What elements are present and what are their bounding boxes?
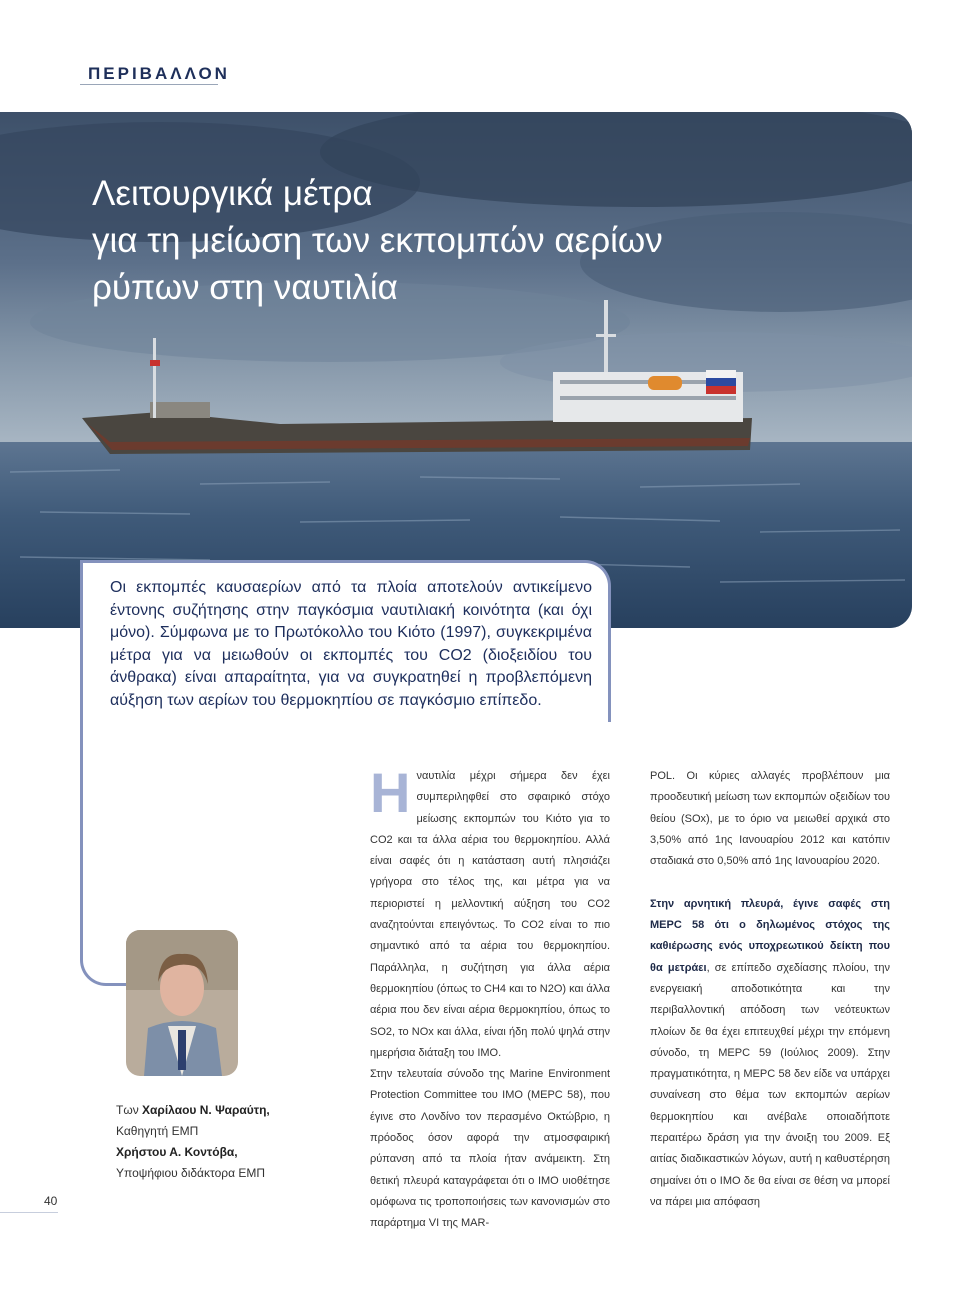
body-paragraph-4 [650, 894, 890, 1213]
left-curve [80, 930, 130, 986]
author-2-name: Χρήστου Α. Κοντόβα, [116, 1145, 238, 1159]
author-2-role: Υποψήφιου διδάκτορα ΕΜΠ [116, 1166, 266, 1180]
drop-cap: Η [370, 761, 411, 824]
footer-rule [0, 1212, 58, 1213]
article-title [92, 170, 663, 311]
body-paragraph-2: Στην τελευταία σύνοδο της Marine Environment Protection Committee του ΙΜΟ (MEPC 58), που έγινε στο Λονδίνο τον περασμένο Οκτώβριο, η πρόοδος όσον αφορά την ατμοσφαιρική ρύπανση από τα πλοία ήταν ανάμεικτη. Στη θετική πλευρά καταγράφεται ότι ο ΙΜΟ υιοθέτησε ομόφωνα τις τροποποιήσεις των κανονισμών στο παράρτημα VI της MAR- [370, 1068, 610, 1230]
title-line-2: για τη μείωση των εκπομπών αερίων [92, 221, 663, 260]
left-rule [80, 720, 83, 953]
body-column-1 [370, 761, 610, 1235]
body-column-2 [650, 766, 890, 1213]
lead-paragraph: Οι εκπομπές καυσαερίων από τα πλοία αποτελούν αντικείμενο έντονης συζήτησης στην παγκόσμια ναυτιλιακή κοινότητα (και όχι μόνο). Σύμφωνα με το Πρωτόκολλο του Κιότο (1997), συγκεκριμένα μέτρα για να μειωθούν οι εκπομπές του CO2 (διοξειδίου του άνθρακα) είναι απαραίτητα, για να συγκρατηθεί η προβλεπόμενη αύξηση των αερίων του θερμοκηπίου σε παγκόσμιο επίπεδο. [110, 579, 592, 709]
author-1-name: Χαρίλαου Ν. Ψαραύτη, [142, 1103, 270, 1117]
title-line-1: Λειτουργικά μέτρα [92, 174, 373, 213]
author-line-1 [116, 1100, 270, 1121]
page-number: 40 [44, 1194, 58, 1208]
author-1-role: Καθηγητή ΕΜΠ [116, 1124, 199, 1138]
highlight-text: Στην αρνητική πλευρά, έγινε σαφές στη MEPC 58 ότι ο δηλωμένος στόχος της καθιέρωσης ενός υποχρεωτικού δείκτη που θα μετράει [650, 897, 890, 974]
title-line-3: ρύπων στη ναυτιλία [92, 268, 398, 307]
section-label: ΠΕΡΙΒΑΛΛΟΝ [88, 64, 230, 83]
body-paragraph-4-rest: , σε επίπεδο σχεδίασης πλοίου, την ενεργειακή αποδοτικότητα και την περιβαλλοντική απόδοση των νεότευκτων πλοίων δε θα έχει επιτευχθεί μέχρι την επόμενη σύνοδο, τη MEPC 59 (Ιούλιος 2009). Στην πραγματικότητα, η MEPC 58 δεν είδε να υπάρχει συναίνεση στο θέμα των εκπομπών αερίων θερμοκηπίου και ανέβαλε οποιαδήποτε περαιτέρω δράση για την άνοιξη του 2009. Εξ αιτίας διαδικαστικών λόγων, αυτή η καθυστέρηση σημαίνει ότι ο ΙΜΟ δε θα είναι σε θέση να μπορεί να πάρει μια απόφαση [650, 961, 890, 1208]
body-paragraph-1: ναυτιλία μέχρι σήμερα δεν έχει συμπεριληφθεί στο σφαιρικό στόχο μείωσης εκπομπών του Κιότο για το CO2 και τα άλλα αέρια του θερμοκηπίου. Αλλά είναι σαφές ότι η κατάσταση αυτή πλησιάζει γρήγορα στο τέλος της, και μέτρα για να περιοριστεί η μελλοντική αύξηση του CO2 αναζητούνται επειγόντως. Το CO2 είναι το πιο σημαντικό από τα αέρια του θερμοκηπίου. Παράλληλα, η συζήτηση για άλλα αέρια θερμοκηπίου (όπως το CH4 και το N2O) και άλλα αέρια που δεν είναι αέρια θερμοκηπίου, όπως το SO2, το NOx και άλλα, είναι ήδη πολύ ψηλά στην ημερήσια διάταξη του ΙΜΟ. [370, 770, 610, 1059]
body-paragraph-3: POL. Οι κύριες αλλαγές προβλέπουν μια προοδευτική μείωση των εκπομπών οξειδίων του θείου (SOx), με το όριο να μειωθεί αρχικά στο 3,50% από 1ης Ιανουαρίου 2012 και κατόπιν σταδιακά στο 0,50% από 1ης Ιανουαρίου 2020. [650, 770, 890, 868]
authors-intro: Των [116, 1103, 139, 1117]
section-rule [80, 84, 218, 85]
author-credits [116, 1100, 270, 1184]
author-portrait [126, 930, 238, 1076]
